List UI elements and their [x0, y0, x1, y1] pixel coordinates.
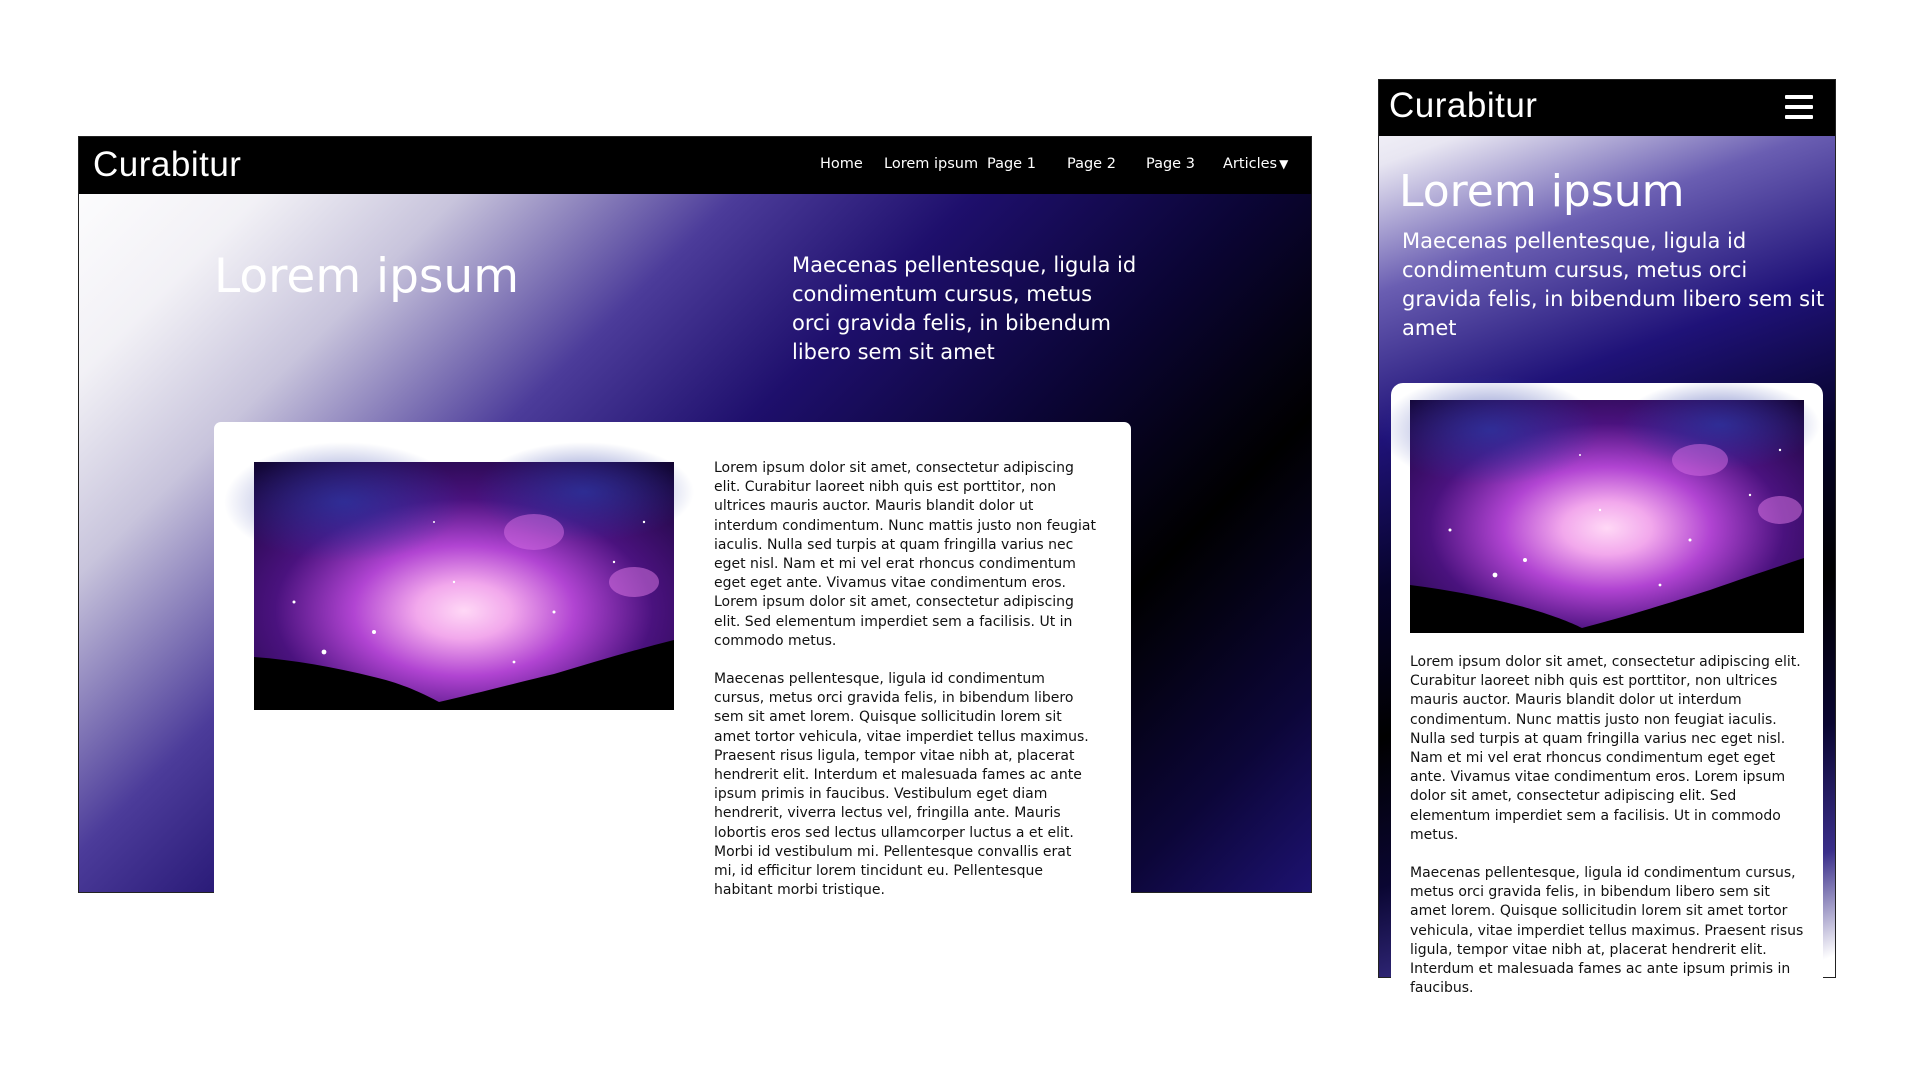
galaxy-image [254, 462, 674, 710]
mobile-hero-tagline: Maecenas pellentesque, ligula id condimentum cursus, metus orci gravida felis, in bibendum libero sem sit amet [1402, 229, 1825, 340]
mobile-mockup [1378, 79, 1836, 997]
nav-item-lorem-ipsum[interactable]: Lorem ipsum [884, 156, 979, 172]
article-paragraph: Lorem ipsum dolor sit amet, consectetur adipiscing elit. Curabitur laoreet nibh quis est porttitor, non ultrices mauris auctor. Mauris blandit dolor ut interdum condimentum. Nunc mattis justo non feugiat iaculis. Nulla sed turpis at quam fringilla varius nec eget nisl. Nam et mi vel erat rhoncus condimentum eget eget ante. Vivamus vitae condimentum eros. Lorem ipsum dolor sit amet, consectetur adipiscing elit. Sed elementum imperdiet sem a facilisis. Ut in commodo metus. [1410, 654, 1801, 843]
nav-item-page-3[interactable]: Page 3 [1146, 156, 1195, 172]
mobile-logo[interactable]: Curabitur [1389, 86, 1538, 125]
desktop-mockup [78, 136, 1312, 899]
desktop-logo[interactable]: Curabitur [93, 145, 242, 184]
nav-item-page-2[interactable]: Page 2 [1067, 156, 1116, 172]
article-paragraph: Maecenas pellentesque, ligula id condimentum cursus, metus orci gravida felis, in bibendum libero sem sit amet lorem. Quisque sollicitudin lorem sit amet tortor vehicula, vitae imperdiet tellus maximus. Praesent risus ligula, tempor vitae nibh at, placerat hendrerit elit. Interdum et malesuada fames ac ante ipsum primis in faucibus. Vestibulum eget diam hendrerit, viverra lectus vel, fringilla ante. Mauris lobortis eros sed lectus ullamcorper luctus a et elit. Morbi id vestibulum mi. Pellentesque convallis erat mi, id efficitur lorem tincidunt eu. Pellentesque habitant morbi tristique. [714, 671, 1089, 899]
nav-item-home[interactable]: Home [820, 156, 863, 172]
desktop-article-body [714, 459, 1096, 919]
nav-item-articles[interactable] [1223, 156, 1288, 172]
nav-item-articles-label: Articles [1223, 156, 1278, 172]
mobile-content-card [1391, 383, 1823, 1003]
mobile-article-body [1410, 653, 1808, 1017]
desktop-navbar [79, 137, 1311, 194]
caret-down-icon: ▼ [1279, 157, 1289, 171]
mobile-navbar [1379, 80, 1835, 136]
nav-item-page-1[interactable]: Page 1 [987, 156, 1036, 172]
desktop-hero-title: Lorem ipsum [214, 249, 519, 304]
desktop-menu [820, 156, 1294, 176]
mobile-hero-title: Lorem ipsum [1399, 166, 1685, 217]
hamburger-icon[interactable] [1785, 95, 1813, 119]
desktop-hero-tagline: Maecenas pellentesque, ligula id condimentum cursus, metus orci gravida felis, in bibendum libero sem sit amet [792, 253, 1137, 364]
desktop-content-card [214, 422, 1131, 902]
galaxy-image [1410, 400, 1804, 633]
article-paragraph: Lorem ipsum dolor sit amet, consectetur adipiscing elit. Curabitur laoreet nibh quis est porttitor, non ultrices mauris auctor. Mauris blandit dolor ut interdum condimentum. Nunc mattis justo non feugiat iaculis. Nulla sed turpis at quam fringilla varius nec eget nisl. Nam et mi vel erat rhoncus condimentum eget eget ante. Vivamus vitae condimentum eros. Lorem ipsum dolor sit amet, consectetur adipiscing elit. Sed elementum imperdiet sem a facilisis. Ut in commodo metus. [714, 460, 1096, 649]
article-paragraph: Maecenas pellentesque, ligula id condimentum cursus, metus orci gravida felis, in bibendum libero sem sit amet lorem. Quisque sollicitudin lorem sit amet tortor vehicula, vitae imperdiet tellus maximus. Praesent risus ligula, tempor vitae nibh at, placerat hendrerit elit. Interdum et malesuada fames ac ante ipsum primis in faucibus. [1410, 865, 1804, 997]
